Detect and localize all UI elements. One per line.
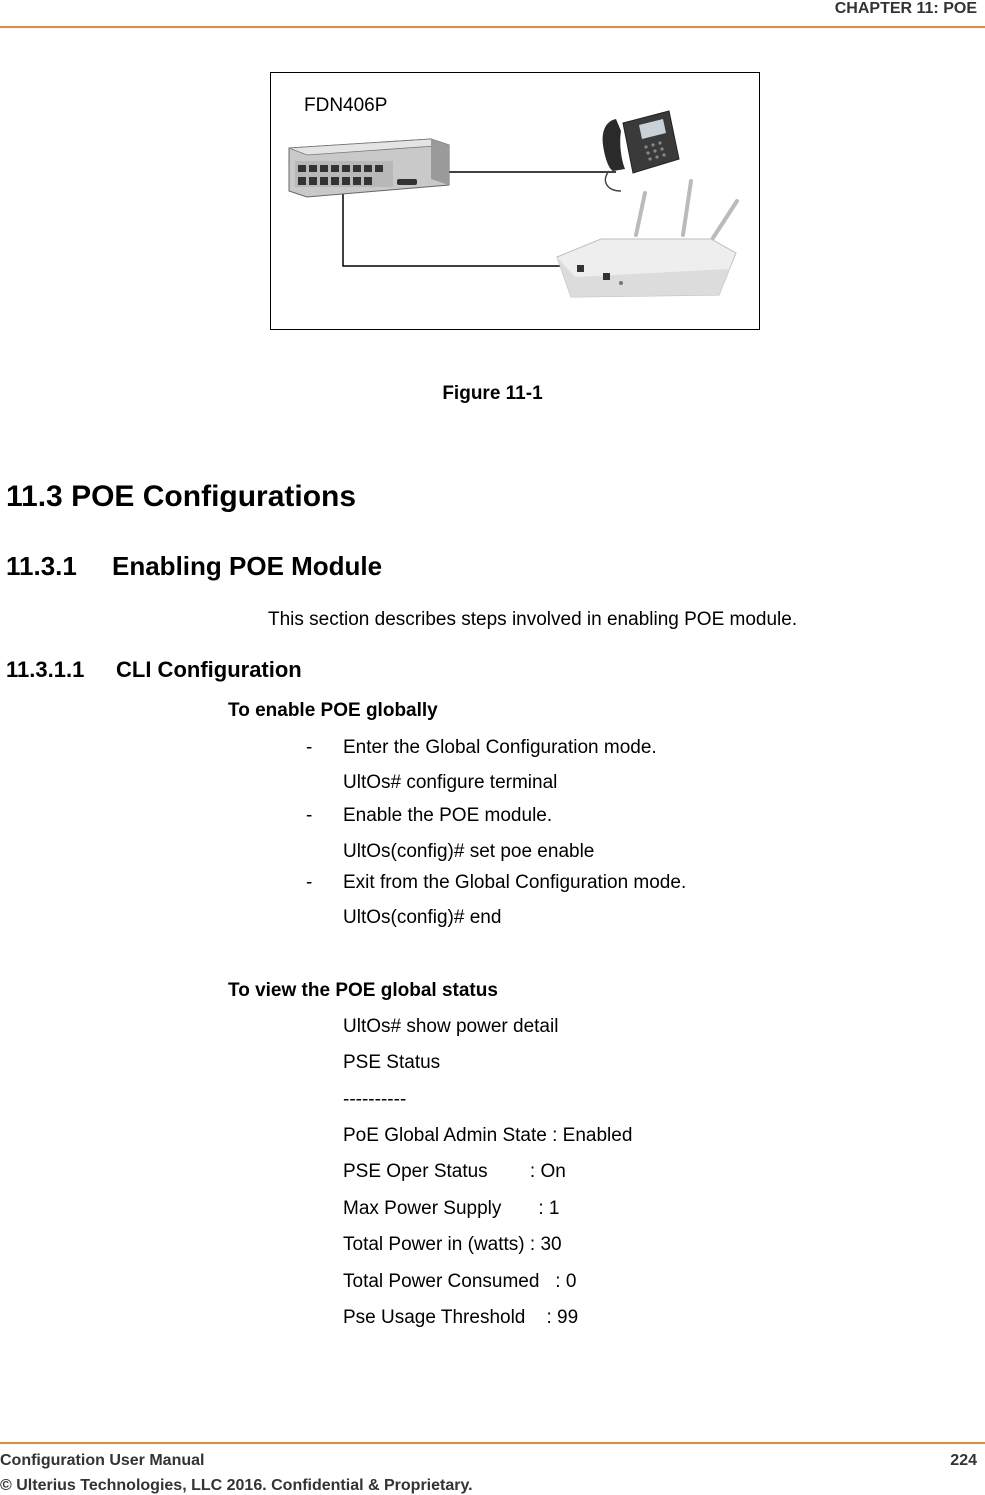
output-line: PSE Oper Status : On: [343, 1161, 566, 1182]
page-number: 224: [950, 1452, 977, 1469]
output-line: Total Power Consumed : 0: [343, 1271, 577, 1292]
switch-icon: [289, 139, 449, 197]
network-diagram-figure: [270, 72, 760, 330]
output-line: PoE Global Admin State : Enabled: [343, 1125, 633, 1146]
chapter-header: CHAPTER 11: POE: [834, 0, 977, 17]
step-command: UltOs(config)# set poe enable: [343, 841, 595, 862]
step-item: - Enter the Global Configuration mode.: [306, 737, 657, 758]
footer-rule: [0, 1442, 985, 1444]
step-item: - Enable the POE module.: [306, 805, 553, 826]
step-command: UltOs(config)# end: [343, 907, 502, 928]
footer-copyright: © Ulterius Technologies, LLC 2016. Confidential & Proprietary.: [0, 1477, 473, 1494]
subsection-title: Enabling POE Module: [112, 551, 383, 581]
output-line: UltOs# show power detail: [343, 1016, 559, 1037]
subsubsection-heading: [6, 657, 302, 683]
subsection-number: 11.3.1: [6, 551, 77, 581]
step-item: - Exit from the Global Configuration mode.: [306, 872, 687, 893]
cable-to-access-point: [343, 193, 561, 266]
step-command: UltOs# configure terminal: [343, 772, 558, 793]
view-status-heading: To view the POE global status: [228, 980, 498, 1001]
device-label: FDN406P: [304, 95, 388, 116]
output-line: ----------: [343, 1089, 407, 1110]
ip-phone-icon: [603, 111, 679, 191]
output-line: Max Power Supply : 1: [343, 1198, 560, 1219]
output-line: Pse Usage Threshold : 99: [343, 1307, 579, 1328]
subsection-heading: [6, 551, 382, 582]
output-line: Total Power in (watts) : 30: [343, 1234, 562, 1255]
subsubsection-number: 11.3.1.1: [6, 657, 85, 682]
figure-caption: Figure 11-1: [442, 383, 543, 404]
header-rule: [0, 26, 985, 28]
network-diagram: [271, 73, 761, 331]
enable-poe-heading: To enable POE globally: [228, 700, 438, 721]
output-line: PSE Status: [343, 1052, 441, 1073]
intro-paragraph: This section describes steps involved in enabling POE module.: [268, 609, 798, 630]
access-point-icon: [557, 181, 737, 297]
subsubsection-title: CLI Configuration: [116, 657, 302, 682]
section-title: 11.3 POE Configurations: [6, 480, 357, 513]
footer-manual-title: Configuration User Manual: [0, 1452, 205, 1469]
